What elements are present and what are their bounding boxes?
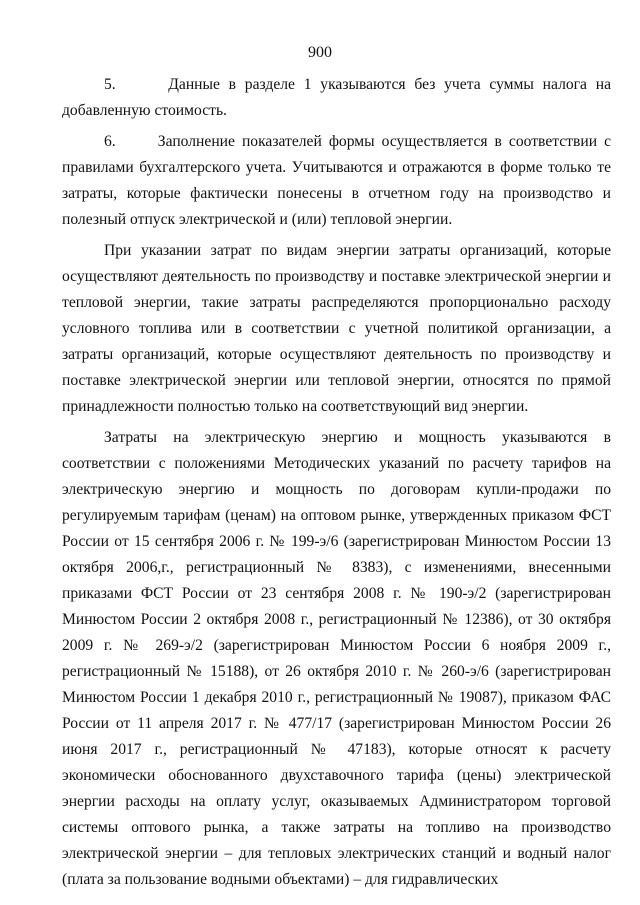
document-body bbox=[62, 72, 611, 893]
paragraph-5: 5. Данные в разделе 1 указываются без учета суммы налога на добавленную стоимость. bbox=[62, 76, 611, 119]
paragraph-cost-allocation: При указании затрат по видам энергии затраты организаций, которые осуществляют деятельность по производству и поставке электрической энергии и тепловой энергии, такие затраты распределяются пропорционально расходу условного топлива или в соответствии с учетной политикой организации, а затраты организаций, которые осуществляют деятельность по производству и поставке электрической энергии или тепловой энергии, относятся по прямой принадлежности полностью только на соответствующий вид энергии. bbox=[62, 242, 611, 415]
paragraph-electricity-costs: Затраты на электрическую энергию и мощность указываются в соответствии с положениями Методических указаний по расчету тарифов на электрическую энергию и мощность по договорам купли-продажи по регулируемым тарифам (ценам) на оптовом рынке, утвержденных приказом ФСТ России от 15 сентября 2006 г. № 199-э/6 (зарегистрирован Минюстом России 13 октября 2006,г., регистрационный № 8383), с изменениями, внесенными приказами ФСТ России от 23 сентября 2008 г. № 190-э/2 (зарегистрирован Минюстом России 2 октября 2008 г., регистрационный № 12386), от 30 октября 2009 г. № 269-э/2 (зарегистрирован Минюстом России 6 ноября 2009 г., регистрационный № 15188), от 26 октября 2010 г. № 260-э/6 (зарегистрирован Минюстом России 1 декабря 2010 г., регистрационный № 19087), приказом ФАС России от 11 апреля 2017 г. № 477/17 (зарегистрирован Минюстом России 26 июня 2017 г., регистрационный № 47183), которые относят к расчету экономически обоснованного двухставочного тарифа (цены) электрической энергии расходы на оплату услуг, оказываемых Администратором торговой системы оптового рынка, а также затраты на топливо на производство электрической энергии – для тепловых электрических станций и водный налог (плата за пользование водными объектами) – для гидравлических bbox=[62, 429, 611, 888]
page-number: 900 bbox=[308, 44, 332, 61]
paragraph-6: 6. Заполнение показателей формы осуществляется в соответствии с правилами бухгалтерского учета. Учитываются и отражаются в форме только те затраты, которые фактически понесены в отчетном году на производство и полезный отпуск электрической и (или) тепловой энергии. bbox=[62, 133, 611, 228]
